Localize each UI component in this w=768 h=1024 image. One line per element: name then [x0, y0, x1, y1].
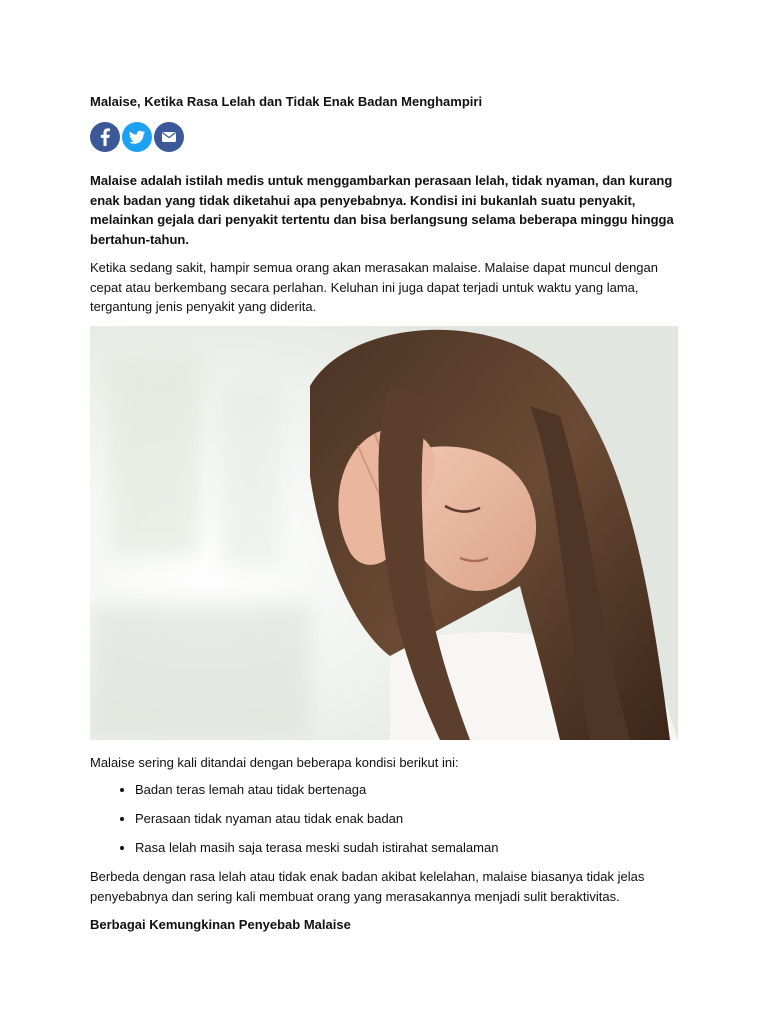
- symptom-list: [90, 780, 680, 858]
- lead-paragraph: Malaise adalah istilah medis untuk menggambarkan perasaan lelah, tidak nyaman, dan kurang enak badan yang tidak diketahui apa penyebabnya. Kondisi ini bukanlah suatu penyakit, melainkan gejala dari penyakit tertentu dan bisa berlangsung selama beberapa minggu hingga bertahun-tahun.: [90, 173, 674, 247]
- list-intro: Malaise sering kali ditandai dengan beberapa kondisi berikut ini:: [90, 754, 459, 770]
- twitter-icon: [122, 122, 152, 152]
- facebook-share-button[interactable]: [90, 122, 120, 152]
- closing-paragraph: Berbeda dengan rasa lelah atau tidak enak badan akibat kelelahan, malaise biasanya tidak jelas penyebabnya dan sering kali membuat orang yang merasakannya menjadi sulit beraktivitas.: [90, 869, 645, 904]
- woman-holding-head-photo: [90, 326, 678, 740]
- intro-paragraph: Ketika sedang sakit, hampir semua orang akan merasakan malaise. Malaise dapat muncul dengan cepat atau berkembang secara perlahan. Keluhan ini juga dapat terjadi untuk waktu yang lama, tergantung jenis penyakit yang diderita.: [90, 260, 658, 314]
- section-heading: Berbagai Kemungkinan Penyebab Malaise: [90, 917, 351, 932]
- article-title: Malaise, Ketika Rasa Lelah dan Tidak Enak Badan Menghampiri: [90, 94, 483, 109]
- list-item: • Badan teras lemah atau tidak bertenaga: [135, 780, 680, 800]
- envelope-icon: [154, 122, 184, 152]
- list-item: • Rasa lelah masih saja terasa meski sudah istirahat semalaman: [135, 838, 680, 858]
- article: [90, 92, 680, 935]
- twitter-share-button[interactable]: [122, 122, 152, 152]
- share-buttons: [90, 122, 680, 154]
- list-item: • Perasaan tidak nyaman atau tidak enak badan: [135, 809, 680, 829]
- email-share-button[interactable]: [154, 122, 184, 152]
- photo-illustration: [90, 326, 678, 740]
- facebook-icon: [90, 122, 120, 152]
